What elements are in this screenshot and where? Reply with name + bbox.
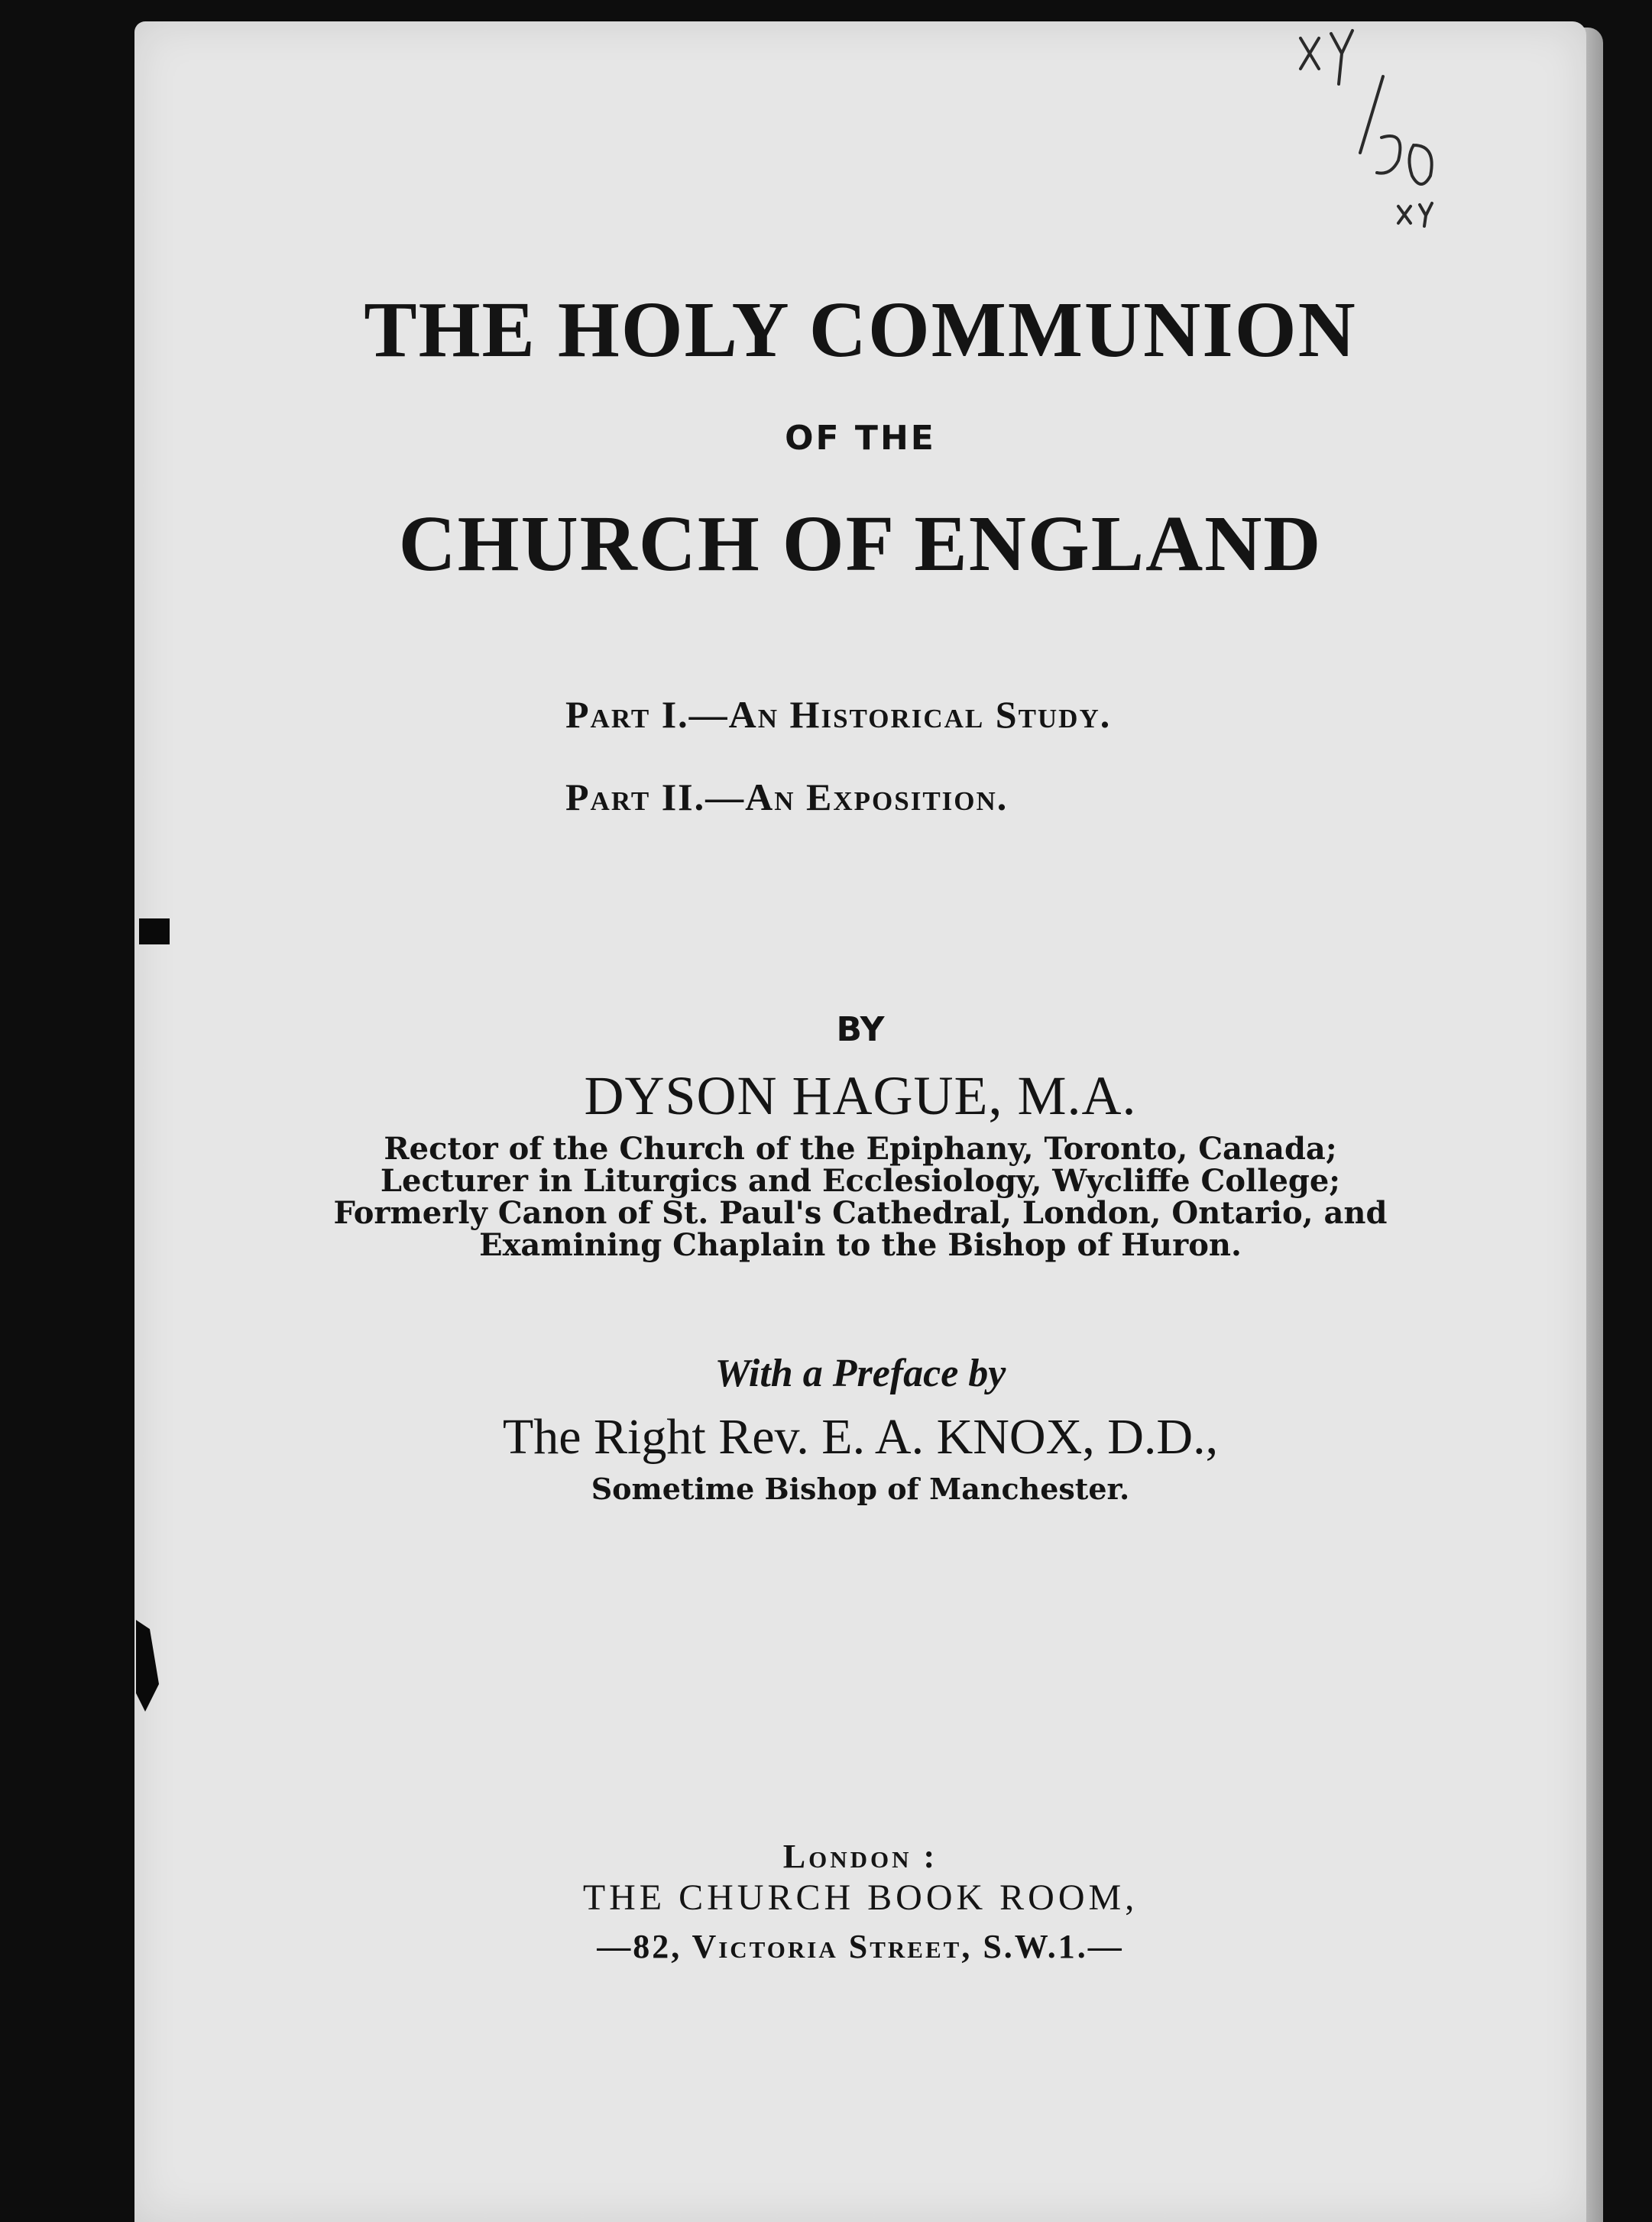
preface-author-detail: Sometime Bishop of Manchester. (591, 1472, 1130, 1506)
by-label: BY (836, 1010, 885, 1049)
main-subtitle: CHURCH OF ENGLAND (398, 500, 1323, 588)
binding-mark-top (139, 918, 170, 944)
preface-author: The Right Rev. E. A. KNOX, D.D., (502, 1409, 1219, 1465)
author-credential: Examining Chaplain to the Bishop of Huron. (479, 1227, 1242, 1263)
title-connector: OF THE (785, 419, 936, 458)
author-credential: Formerly Canon of St. Paul's Cathedral, London, Ontario, and (333, 1195, 1388, 1231)
part-one-heading: Part I.—An Historical Study. (565, 693, 1112, 736)
main-title: THE HOLY COMMUNION (364, 286, 1357, 374)
preface-label: With a Preface by (714, 1352, 1006, 1395)
author-name: DYSON HAGUE, M.A. (584, 1065, 1137, 1126)
publisher-address: —82, Victoria Street, S.W.1.— (597, 1928, 1124, 1965)
handwritten-shelfmark (1291, 23, 1444, 229)
publisher-city: London : (782, 1838, 938, 1875)
author-credential: Lecturer in Liturgics and Ecclesiology, Wycliffe College; (380, 1163, 1341, 1199)
part-two-heading: Part II.—An Exposition. (565, 776, 1009, 818)
publisher-name: THE CHURCH BOOK ROOM, (582, 1877, 1139, 1918)
author-credential: Rector of the Church of the Epiphany, Toronto, Canada; (384, 1131, 1337, 1167)
